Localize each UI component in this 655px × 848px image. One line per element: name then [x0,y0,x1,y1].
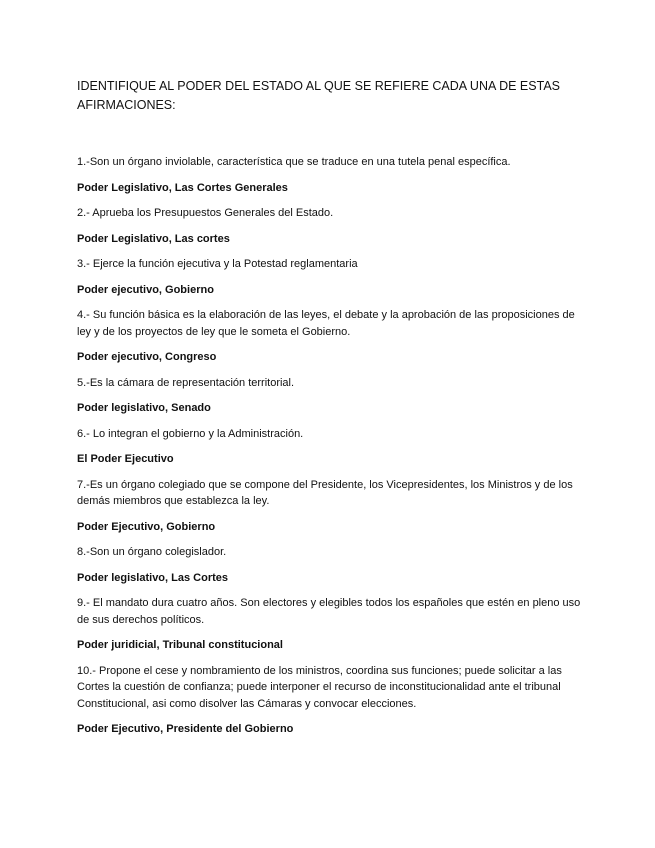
answer-text: Poder Ejecutivo, Presidente del Gobierno [77,723,294,735]
question-item [77,426,587,468]
answer-text: Poder Legislativo, Las Cortes Generales [77,181,288,194]
answer-text: Poder ejecutivo, Congreso [77,351,217,363]
question-text: 6.- Lo integran el gobierno y la Administración. [77,427,304,440]
answer-text: Poder legislativo, Senado [77,402,211,414]
question-item [77,256,587,298]
page-title: IDENTIFIQUE AL PODER DEL ESTADO AL QUE SE REFIERE CADA UNA DE ESTAS AFIRMACIONES: [77,79,560,112]
question-text: 5.-Es la cámara de representación territorial. [77,376,295,389]
answer-text: Poder ejecutivo, Gobierno [77,283,214,296]
question-item [77,205,587,247]
question-item [77,307,587,366]
question-text: 8.-Son un órgano colegislador. [77,546,227,558]
question-text: 10.- Propone el cese y nombramiento de los ministros, coordina sus funciones; puede solicitar a las Cortes la cuestión de confianza; puede interponer el recurso de inconstitucionalidad ante el tribunal Constitucional, asi como disolver las Cámaras y convocar elecciones. [77,664,562,710]
answer-text: Poder legislativo, Las Cortes [77,571,228,584]
question-text: 1.-Son un órgano inviolable, característica que se traduce en una tutela penal específica. [77,156,511,168]
answer-text: Poder juridicial, Tribunal constitucional [77,639,283,651]
question-item [77,477,587,536]
question-text: 2.- Aprueba los Presupuestos Generales del Estado. [77,207,334,219]
question-item [77,375,587,417]
question-item [77,154,587,196]
document-content [77,77,587,747]
question-item [77,663,587,738]
question-item [77,595,587,654]
question-text: 3.- Ejerce la función ejecutiva y la Potestad reglamentaria [77,258,358,270]
answer-text: Poder Ejecutivo, Gobierno [77,520,216,533]
question-text: 4.- Su función básica es la elaboración de las leyes, el debate y la aprobación de las proposiciones de ley y de los proyectos de ley que le someta el Gobierno. [77,309,575,338]
question-text: 7.-Es un órgano colegiado que se compone del Presidente, los Vicepresidentes, los Ministros y de los demás miembros que establezca la ley. [77,478,573,507]
answer-text: El Poder Ejecutivo [77,453,174,465]
question-item [77,544,587,586]
question-text: 9.- El mandato dura cuatro años. Son electores y elegibles todos los españoles que estén en pleno uso de sus derechos políticos. [77,597,581,626]
answer-text: Poder Legislativo, Las cortes [77,232,230,245]
